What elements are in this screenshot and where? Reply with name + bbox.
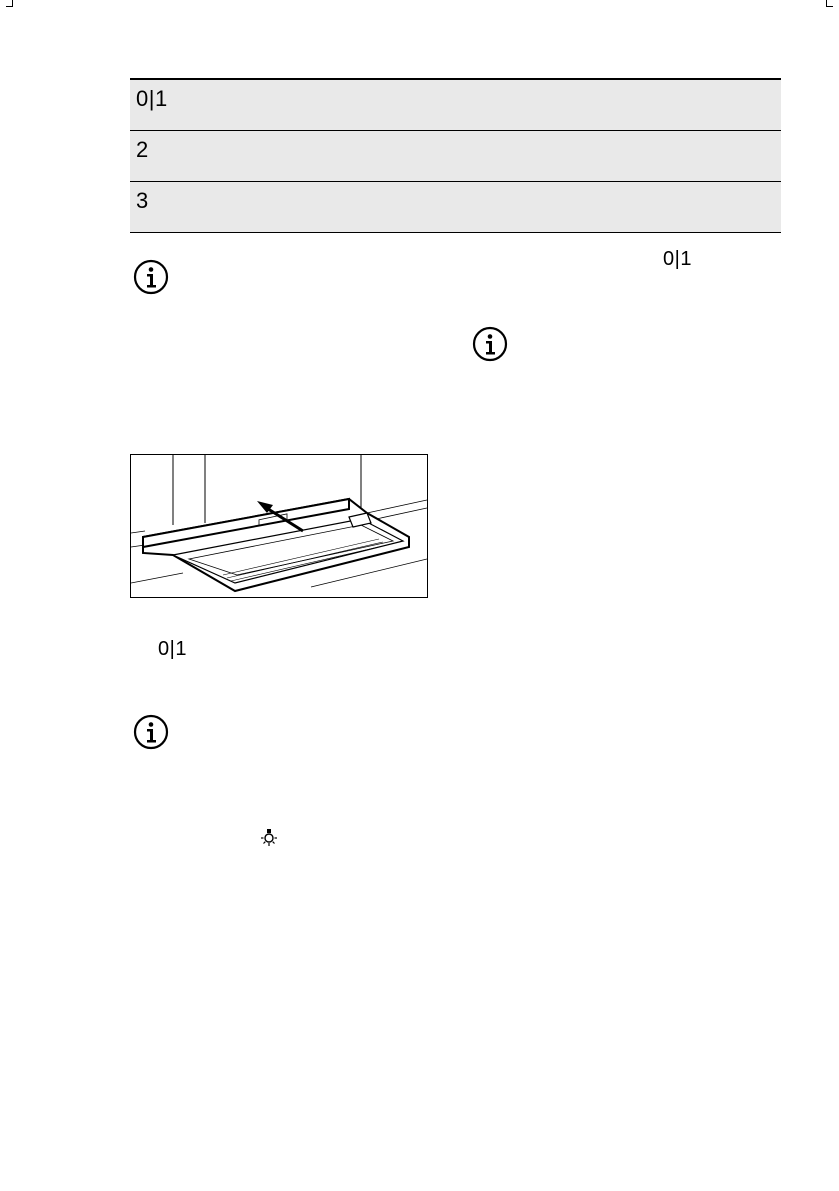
light-bulb-icon xyxy=(259,828,279,848)
crop-mark-right xyxy=(826,0,833,7)
row-symbol: 3 xyxy=(136,188,149,213)
info-icon xyxy=(133,714,169,750)
table-row xyxy=(130,80,781,131)
power-symbol: 0|1 xyxy=(663,248,692,270)
crop-mark-left xyxy=(6,0,13,7)
cooker-hood-illustration xyxy=(130,454,428,598)
info-icon xyxy=(472,326,508,362)
info-icon xyxy=(133,259,169,295)
power-symbol: 0|1 xyxy=(158,638,187,660)
row-symbol: 2 xyxy=(136,137,149,162)
speed-table xyxy=(130,78,781,233)
table-row xyxy=(130,182,781,233)
row-symbol: 0|1 xyxy=(136,86,168,111)
table-row xyxy=(130,131,781,182)
